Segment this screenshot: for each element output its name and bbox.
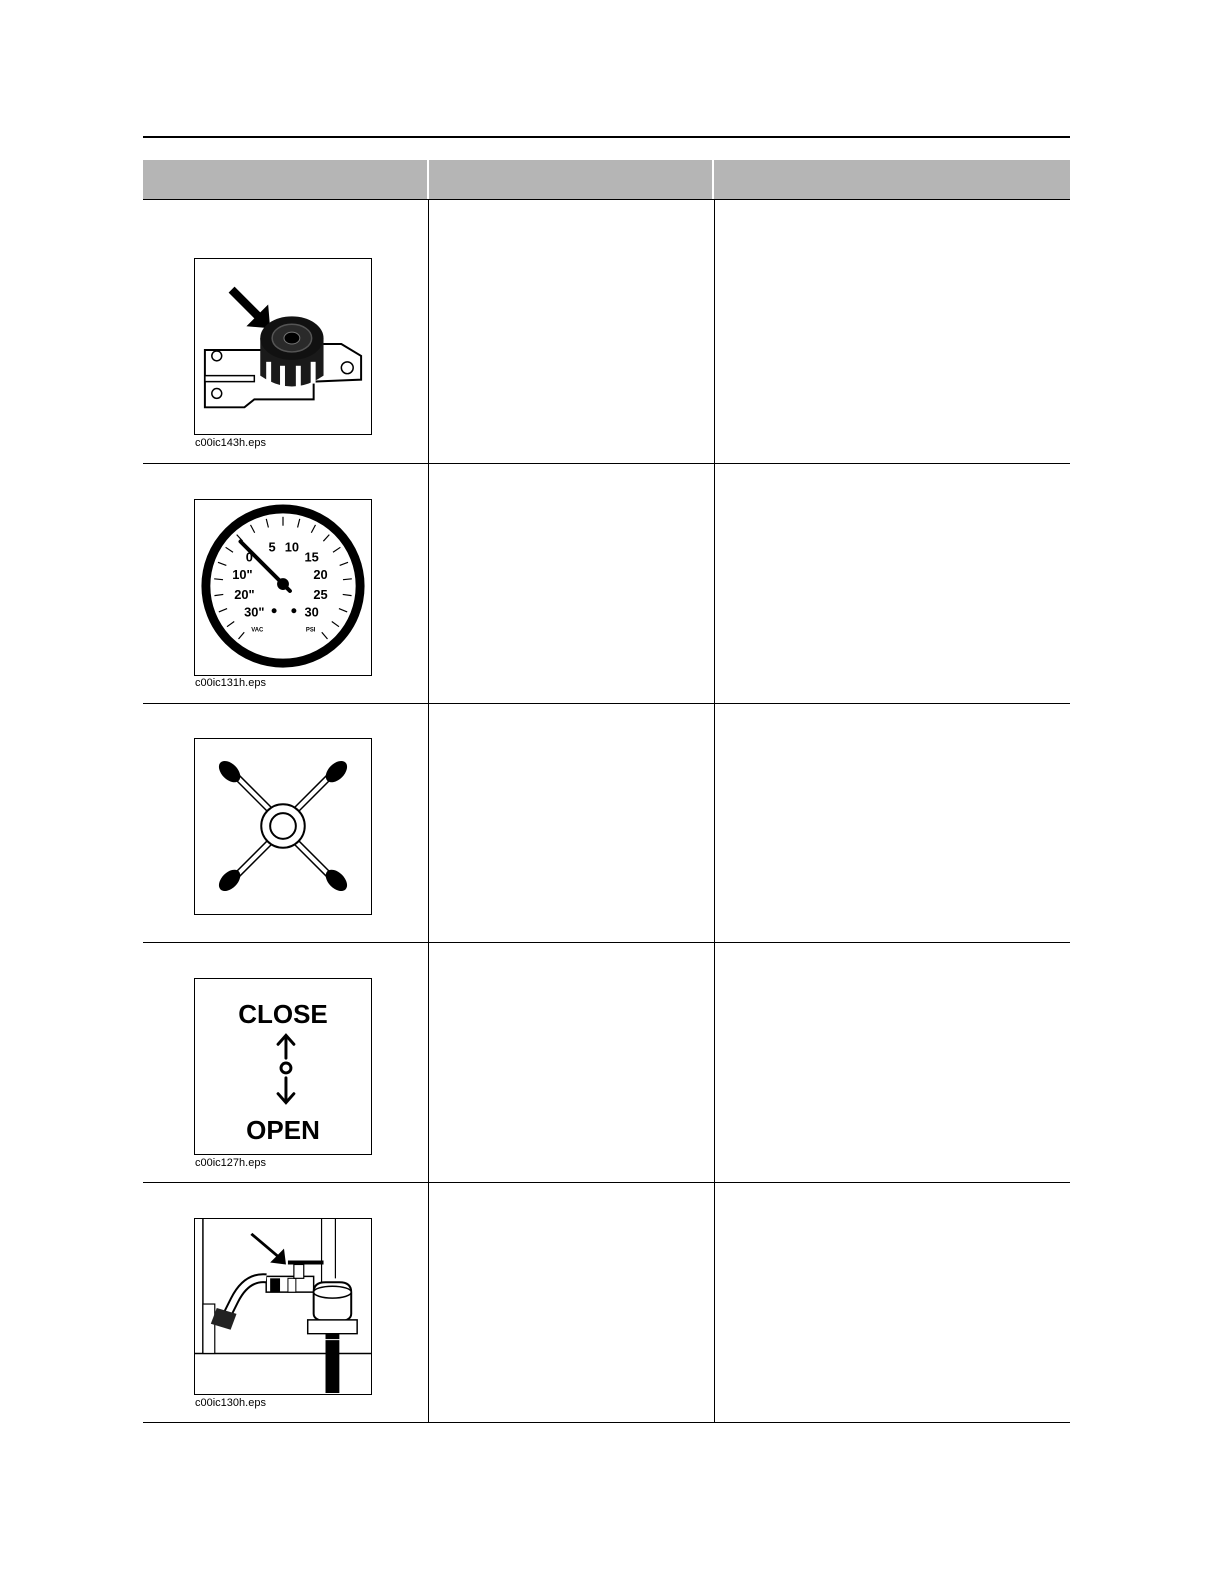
notes-cell: [714, 200, 1070, 463]
gauge-label: 30": [244, 604, 265, 620]
figure-cell: [143, 704, 428, 942]
description-cell: [428, 704, 714, 942]
notes-cell: [714, 704, 1070, 942]
table-row: [143, 943, 1070, 1183]
description-cell: [428, 200, 714, 463]
pressure-gauge-illustration: [194, 499, 372, 676]
figure-cell: [143, 1183, 428, 1422]
gauge-label: 20: [313, 567, 328, 583]
gauge-label: 10: [284, 539, 300, 555]
gauge-label: 30: [304, 604, 319, 620]
gauge-label: 10": [232, 567, 253, 583]
header-cell-3: [714, 160, 1070, 199]
figure-caption: c00ic143h.eps: [195, 437, 266, 449]
gauge-label: 5: [268, 539, 276, 555]
close-label: CLOSE: [238, 999, 328, 1029]
table-row: [143, 1183, 1070, 1423]
battery-terminal-illustration: [194, 258, 372, 435]
description-cell: [428, 1183, 714, 1422]
table-header: [143, 160, 1070, 200]
figure-cell: [143, 943, 428, 1182]
figure-caption: c00ic130h.eps: [195, 1397, 266, 1409]
gauge-label: 25: [313, 586, 328, 602]
figure-cell: [143, 464, 428, 703]
notes-cell: [714, 1183, 1070, 1422]
notes-cell: [714, 464, 1070, 703]
figure-cell: [143, 200, 428, 463]
table-row: [143, 464, 1070, 704]
symbol-table: [143, 160, 1070, 1423]
gauge-label: 0: [245, 549, 253, 565]
handwheel-illustration: [194, 738, 372, 915]
header-cell-1: [143, 160, 427, 199]
figure-caption: c00ic127h.eps: [195, 1157, 266, 1169]
table-row: [143, 704, 1070, 943]
description-cell: [428, 464, 714, 703]
gauge-label: 15: [304, 549, 319, 565]
header-cell-2: [429, 160, 712, 199]
figure-caption: c00ic131h.eps: [195, 677, 266, 689]
top-rule: [143, 136, 1070, 138]
description-cell: [428, 943, 714, 1182]
notes-cell: [714, 943, 1070, 1182]
valve-illustration: [194, 1218, 372, 1395]
table-row: [143, 200, 1070, 464]
gauge-label: 20": [234, 586, 255, 602]
gauge-label: PSI: [305, 627, 316, 634]
gauge-label: VAC: [251, 627, 264, 634]
open-label: OPEN: [246, 1115, 320, 1145]
close-open-sign: [194, 978, 372, 1155]
